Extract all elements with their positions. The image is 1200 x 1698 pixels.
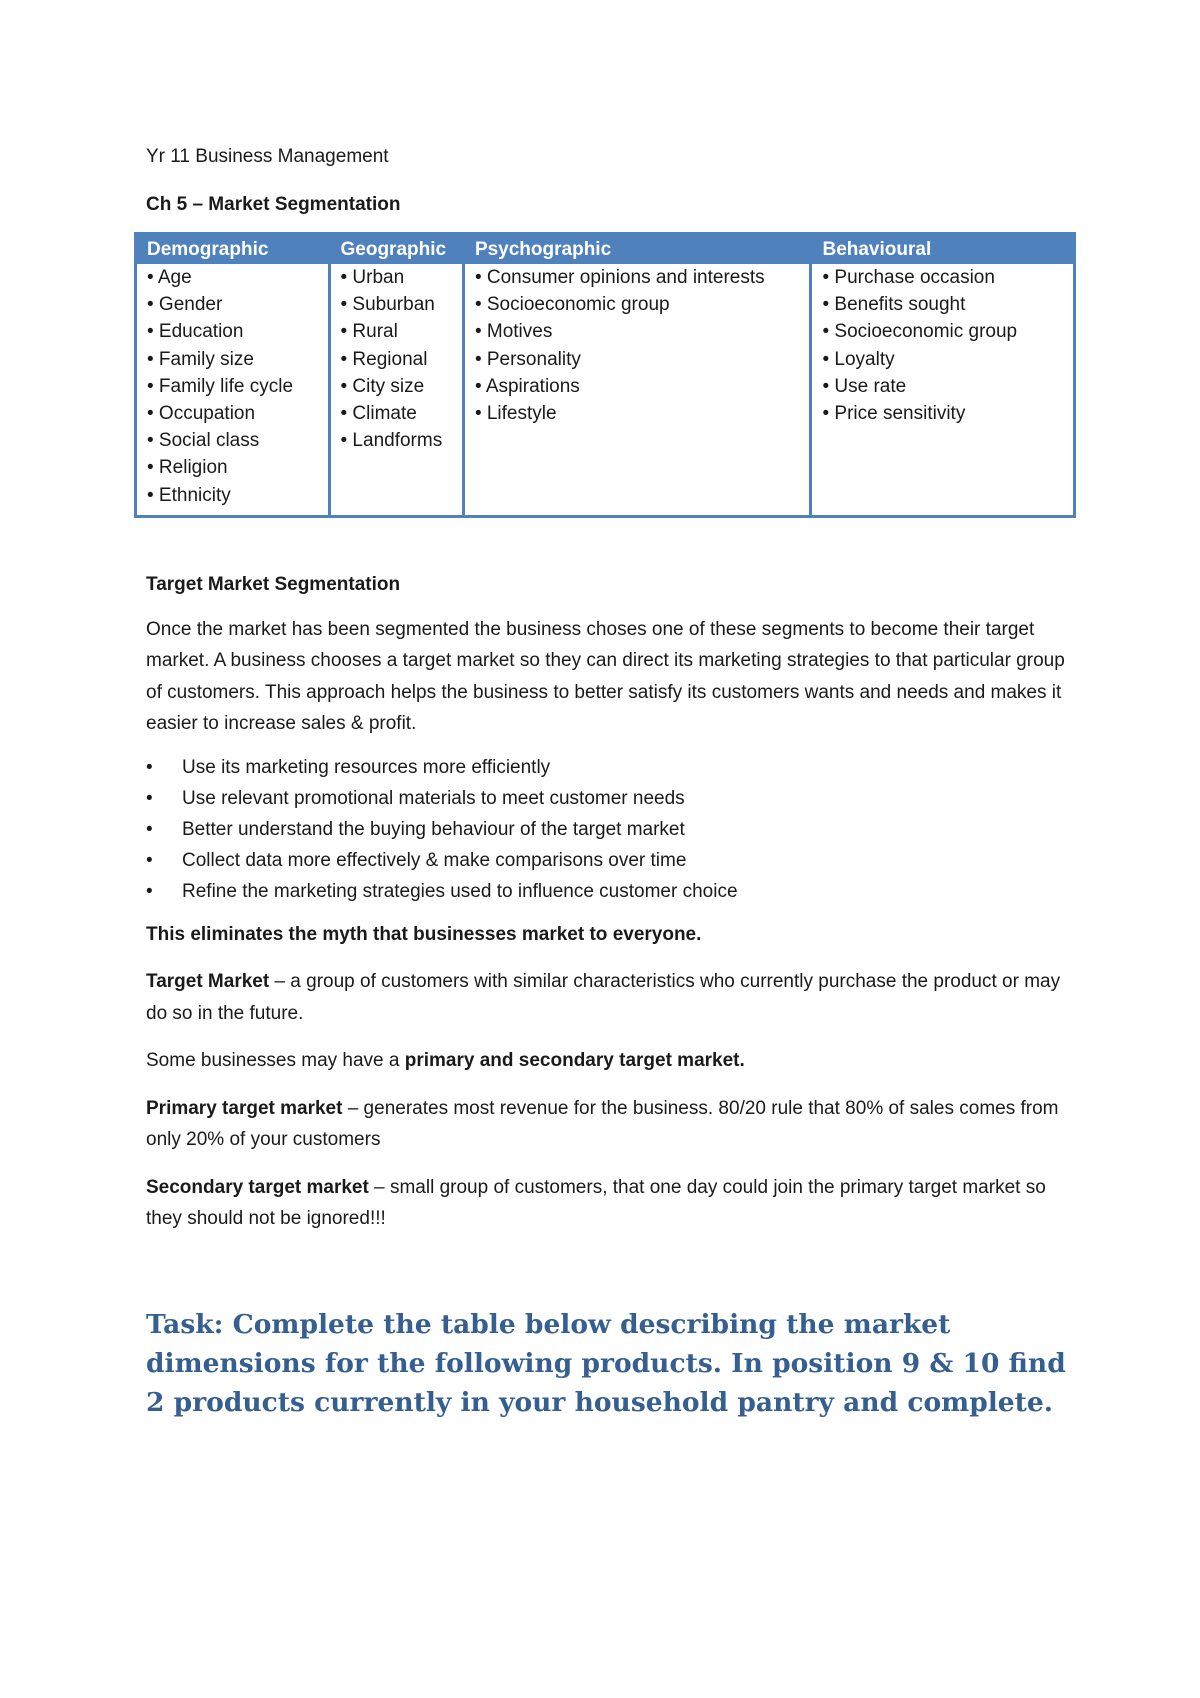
- bullet-icon: •: [146, 818, 153, 840]
- list-item: • Aspirations: [474, 375, 580, 397]
- list-item: • Gender: [147, 294, 223, 316]
- list-item: • Use rate: [822, 375, 907, 397]
- secondary-term: Secondary target market: [146, 1176, 369, 1198]
- target-market-definition: [146, 966, 1081, 1029]
- list-item: • Occupation: [147, 403, 256, 425]
- list-item: [146, 783, 1081, 814]
- list-item: [146, 752, 1081, 783]
- primary-def: – generates most revenue for the business. 80/20 rule that 80% of sales comes from only 20% of your customers: [146, 1097, 1059, 1151]
- bullet-text: Better understand the buying behaviour of the target market: [182, 818, 685, 840]
- list-item: [146, 814, 1081, 845]
- list-item: • Education: [147, 321, 244, 343]
- header-demographic: Demographic: [136, 234, 330, 265]
- list-item: • Socioeconomic group: [474, 294, 670, 316]
- list-item: • Family size: [147, 348, 254, 370]
- intro-paragraph: Once the market has been segmented the business choses one of these segments to become their target market. A business chooses a target market so they can direct its marketing strategies to that particular group of customers. This approach helps the business to better satisfy its customers wants and needs and makes it easier to increase sales & profit.: [146, 618, 1065, 735]
- cell-psychographic: [463, 264, 811, 516]
- list-item: • Urban: [340, 267, 405, 288]
- list-item: • Landforms: [340, 430, 443, 452]
- target-market-def: – a group of customers with similar characteristics who currently purchase the product or may do so in the future.: [146, 971, 1061, 1024]
- list-item: • Socioeconomic group: [822, 321, 1018, 343]
- target-market-term: Target Market: [146, 971, 270, 993]
- cell-demographic: [136, 264, 330, 516]
- header-psychographic: Psychographic: [463, 234, 811, 265]
- list-item: [146, 876, 1081, 907]
- geographic-list: [341, 264, 454, 454]
- list-item: • Personality: [474, 348, 581, 370]
- list-item: • City size: [340, 375, 425, 397]
- bullet-text: Use relevant promotional materials to meet customer needs: [182, 787, 685, 809]
- table-header-row: [136, 234, 1075, 265]
- table-body-row: [136, 264, 1075, 516]
- list-item: • Purchase occasion: [822, 267, 995, 288]
- bullet-icon: •: [146, 880, 153, 902]
- list-item: • Suburban: [340, 294, 435, 316]
- cell-geographic: [329, 264, 463, 516]
- chapter-title: Ch 5 – Market Segmentation: [146, 194, 401, 215]
- myth-statement: This eliminates the myth that businesses market to everyone.: [146, 923, 702, 945]
- note-prefix: Some businesses may have a: [146, 1050, 405, 1072]
- list-item: • Religion: [147, 457, 228, 479]
- bullet-text: Refine the marketing strategies used to influence customer choice: [182, 880, 738, 902]
- secondary-def: – small group of customers, that one day could join the primary target market so they should not be ignored!!!: [146, 1176, 1046, 1230]
- list-item: • Age: [147, 267, 192, 288]
- note-bold: primary and secondary target market.: [404, 1050, 745, 1072]
- list-item: • Lifestyle: [474, 403, 557, 425]
- list-item: • Benefits sought: [822, 294, 966, 316]
- bullet-icon: •: [146, 787, 153, 809]
- list-item: • Rural: [340, 321, 398, 343]
- secondary-definition: [146, 1172, 1081, 1235]
- bullet-icon: •: [146, 849, 153, 871]
- primary-definition: [146, 1093, 1081, 1156]
- list-item: • Price sensitivity: [822, 403, 966, 425]
- list-item: • Climate: [340, 403, 417, 425]
- header-geographic: Geographic: [329, 234, 463, 265]
- list-item: • Loyalty: [822, 348, 895, 370]
- header-behavioural: Behavioural: [811, 234, 1075, 265]
- demographic-list: [147, 264, 320, 509]
- bullet-text: Use its marketing resources more efficiently: [182, 756, 551, 778]
- course-title: Yr 11 Business Management: [146, 146, 389, 167]
- list-item: • Consumer opinions and interests: [474, 267, 765, 288]
- behavioural-list: [822, 264, 1065, 427]
- list-item: [146, 845, 1081, 876]
- bullet-text: Collect data more effectively & make comparisons over time: [182, 849, 687, 871]
- document-page: [146, 146, 1081, 1448]
- bullet-icon: •: [146, 756, 153, 778]
- list-item: • Family life cycle: [147, 375, 294, 397]
- segmentation-table: [134, 232, 1076, 518]
- primary-secondary-note: [146, 1045, 1081, 1077]
- benefits-list: [146, 752, 1081, 907]
- section-title: Target Market Segmentation: [146, 573, 401, 595]
- cell-behavioural: [811, 264, 1075, 516]
- primary-term: Primary target market: [146, 1097, 343, 1119]
- list-item: • Ethnicity: [147, 484, 231, 506]
- list-item: • Social class: [147, 430, 260, 452]
- list-item: • Motives: [474, 321, 553, 343]
- psychographic-list: [475, 264, 802, 427]
- task-heading: Task: Complete the table below describing the market dimensions for the following products. In position 9 & 10 find 2 products currently in your household pantry and complete.: [146, 1308, 1066, 1418]
- list-item: • Regional: [340, 348, 428, 370]
